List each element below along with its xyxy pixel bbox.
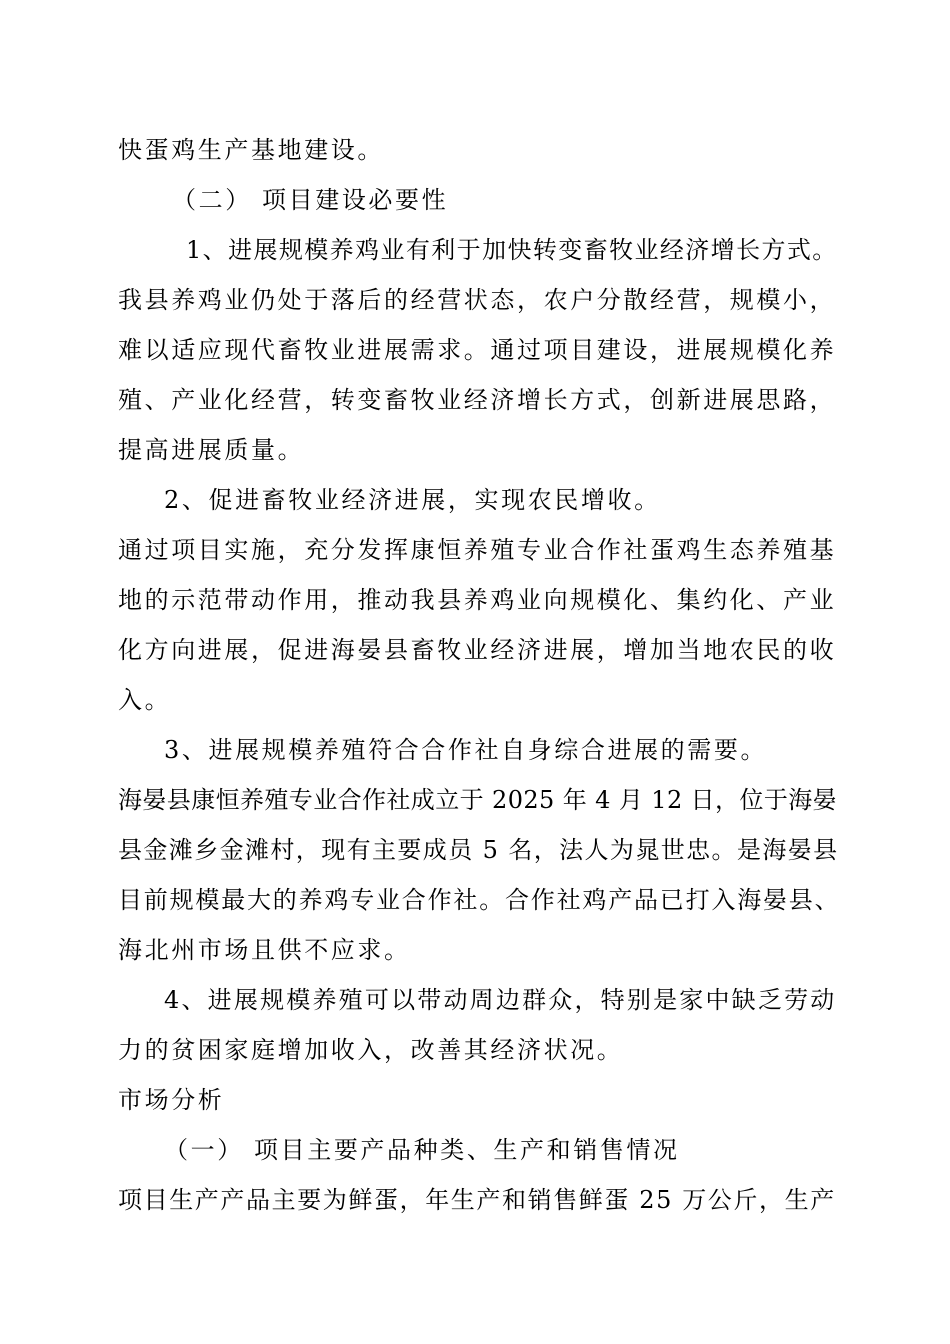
section-heading-necessity: （二） 项目建设必要性 [172, 186, 449, 214]
paragraph-line-12: 入。 [118, 686, 172, 714]
paragraph-line-18: 4、进展规模养殖可以带动周边群众，特别是家中缺乏劳动 [164, 986, 837, 1014]
paragraph-line-7: 提高进展质量。 [118, 436, 305, 464]
paragraph-line-15: 县金滩乡金滩村，现有主要成员 5 名，法人为晁世忠。是海晏县 [118, 836, 839, 864]
paragraph-line-9: 通过项目实施，充分发挥康恒养殖专业合作社蛋鸡生态养殖基 [118, 536, 837, 564]
paragraph-line-4: 我县养鸡业仍处于落后的经营状态，农户分散经营，规模小， [118, 286, 837, 314]
paragraph-line-5: 难以适应现代畜牧业进展需求。通过项目建设，进展规模化养 [118, 336, 837, 364]
paragraph-line-19: 力的贫困家庭增加收入，改善其经济状况。 [118, 1036, 624, 1064]
section-heading-market-analysis: 市场分析 [118, 1086, 225, 1114]
paragraph-line-16: 目前规模最大的养鸡专业合作社。合作社鸡产品已打入海晏县、 [118, 886, 841, 914]
paragraph-line-17: 海北州市场且供不应求。 [118, 936, 411, 964]
paragraph-line-1: 快蛋鸡生产基地建设。 [118, 136, 384, 164]
paragraph-line-11: 化方向进展，促进海晏县畜牧业经济进展，增加当地农民的收 [118, 636, 837, 664]
paragraph-line-8: 2、促进畜牧业经济进展，实现农民增收。 [164, 486, 661, 514]
paragraph-line-22: 项目生产产品主要为鲜蛋，年生产和销售鲜蛋 25 万公斤，生产 [118, 1186, 836, 1214]
paragraph-line-10: 地的示范带动作用，推动我县养鸡业向规模化、集约化、产业 [118, 586, 837, 614]
section-heading-products: （一） 项目主要产品种类、生产和销售情况 [164, 1136, 680, 1164]
paragraph-line-14: 海晏县康恒养殖专业合作社成立于 2025 年 4 月 12 日，位于海晏 [118, 786, 838, 814]
paragraph-line-13: 3、进展规模养殖符合合作社自身综合进展的需要。 [164, 736, 768, 764]
paragraph-line-3: 1、进展规模养鸡业有利于加快转变畜牧业经济增长方式。 [186, 236, 838, 264]
paragraph-line-6: 殖、产业化经营，转变畜牧业经济增长方式，创新进展思路， [118, 386, 837, 414]
